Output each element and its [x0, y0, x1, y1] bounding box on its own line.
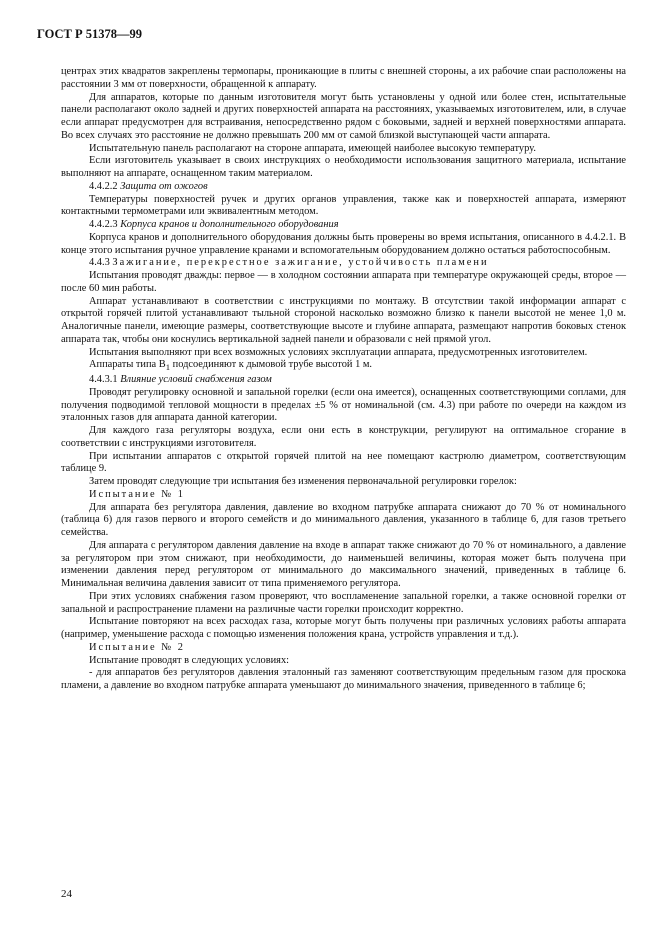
- paragraph: При испытании аппаратов с открытой горячей плитой на нее помещают кастрюлю диаметром, соответствующим таблице 9.: [61, 450, 626, 475]
- section-heading: [61, 181, 626, 194]
- paragraph: Корпуса кранов и дополнительного оборудования должны быть проверены во время испытания, описанного в 4.4.2.1. В конце этого испытания ручное управление кранами и вспомогательным оборудованием должно остаться работоспособным.: [61, 231, 626, 256]
- paragraph: - для аппаратов без регуляторов давления эталонный газ заменяют соответствующим предельным газом для проскока пламени, а давление во входном патрубке аппарата уменьшают до минимального значения, приведенного в таблице 6;: [61, 667, 626, 692]
- subscript: 1: [165, 362, 171, 373]
- page-number: 24: [61, 888, 72, 900]
- paragraph: Для аппарата с регулятором давления давление на входе в аппарат также снижают до 70 % от номинального, а давление за регулятором при этом снижают, при необходимости, до наименьшей величины, которая может быть получена при изменении давления перед регулятором от минимального до максимального значений, приведенных в таблице 6. Минимальная величина давления зависит от типа применяемого регулятора.: [61, 539, 626, 590]
- section-number: 4.4.3.1: [89, 374, 118, 386]
- paragraph: Если изготовитель указывает в своих инструкциях о необходимости использования защитного материала, испытание выполняют на аппарате, оснащенном таким материалом.: [61, 155, 626, 179]
- document-body: [61, 66, 626, 693]
- paragraph: Испытания выполняют при всех возможных условиях эксплуатации аппарата, предусмотренных изготовителем.: [89, 346, 588, 358]
- paragraph: Для каждого газа регуляторы воздуха, если они есть в конструкции, регулируют на оптимальное сгорание в соответствии с инструкциями изготовителя.: [61, 425, 626, 449]
- paragraph: Для аппаратов, которые по данным изготовителя могут быть установлены у одной или более стен, испытательные панели располагают около задней и других поверхностей аппарата на расстояниях, указываемых изготовителем, или, в случае если аппарат предусмотрен для встраивания, непосредственно рядом с боковыми, задней и верхней поверхностями аппарата. Во всех случаях это расстояние не должно превышать 200 мм от самой близкой выступающей части аппарата.: [61, 91, 626, 141]
- paragraph: Испытания проводят дважды: первое — в холодном состоянии аппарата при температуре окружающей среды, второе — после 60 мин работы.: [61, 270, 626, 294]
- section-number: 4.4.3: [89, 257, 110, 269]
- section-heading: [61, 257, 626, 270]
- section-number: 4.4.2.3: [89, 219, 118, 230]
- paragraph: Затем проводят следующие три испытания без изменения первоначальной регулировки горелок:: [89, 476, 517, 488]
- document-header: ГОСТ Р 51378—99: [37, 27, 143, 41]
- test-heading: Испытание № 1: [89, 488, 185, 500]
- section-title: Зажигание, перекрестное зажигание, устойчивость пламени: [112, 257, 489, 269]
- paragraph: Для аппарата без регулятора давления, давление во входном патрубке аппарата снижают до 70 % от номинального (таблица 6) для газов первого и второго семейств и до минимального давления, указанного в таблице 6, для газов третьего семейства.: [61, 501, 626, 539]
- paragraph: Испытательную панель располагают на стороне аппарата, имеющей наиболее высокую температуру.: [89, 142, 536, 154]
- paragraph: При этих условиях снабжения газом проверяют, что воспламенение запальной горелки, а также основной горелки от запальной и распространение пламени на различные части горелки происходит корректно.: [61, 590, 626, 615]
- paragraph: Температуры поверхностей ручек и других органов управления, также как и поверхностей аппарата, измеряют контактными термометрами или эквивалентным методом.: [61, 193, 626, 218]
- section-title: Защита от ожогов: [120, 180, 208, 192]
- section-title: Корпуса кранов и дополнительного оборудования: [120, 219, 339, 230]
- section-title: Влияние условий снабжения газом: [120, 374, 272, 386]
- section-number: 4.4.2.2: [89, 180, 118, 192]
- paragraph: центрах этих квадратов закреплены термопары, проникающие в плиты с внешней стороны, а их рабочие спаи расположены на расстоянии 3 мм от поверхности, обращенной к аппарату.: [61, 66, 626, 90]
- paragraph: Аппарат устанавливают в соответствии с инструкциями по монтажу. В отсутствии такой информации аппарат с открытой горячей плитой устанавливают тыльной стороной насколько возможно близко к панели высотой не менее 1,0 м. Аналогичные панели, имеющие размеры, соответствующие высоте и глубине аппарата, размещают напротив боковых стенок аппарата так, чтобы они коснулись вертикальной задней панели и образовали с ней прямой угол.: [61, 295, 626, 345]
- test-heading: Испытание № 2: [89, 641, 185, 653]
- paragraph: Испытание повторяют на всех расходах газа, которые могут быть получены при различных условиях работы аппарата (например, уменьшение расхода с помощью изменения положения крана, устройств управления и т.д.).: [61, 616, 626, 641]
- paragraph: Проводят регулировку основной и запальной горелки (если она имеется), оснащенных соответствующими соплами, для получения подводимой тепловой мощности в пределах ±5 % от номинальной (см. 4.3) при работе по очереди на каждом из эталонных газов для аппарата данной категории.: [61, 386, 626, 424]
- section-heading: [61, 374, 626, 387]
- paragraph: Аппараты типа $B_1$ подсоединяют к дымовой трубе высотой 1 м.: [89, 359, 373, 373]
- section-heading: [61, 219, 626, 232]
- paragraph: Испытание проводят в следующих условиях:: [89, 654, 290, 666]
